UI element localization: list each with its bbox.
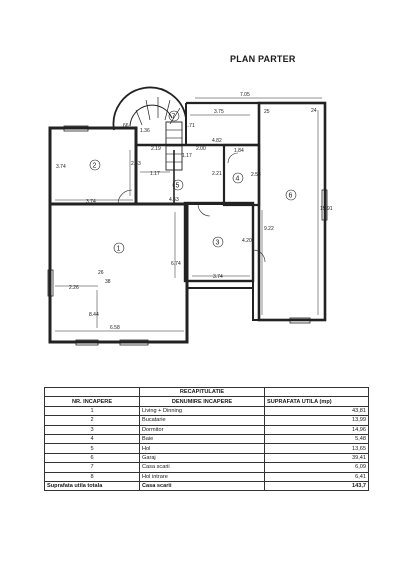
dim-25: 25 [264, 109, 270, 115]
room-number-4: 4 [235, 175, 240, 183]
dim-3-74-top: 3.74 [56, 164, 66, 170]
dim-4-53: 4.53 [169, 197, 179, 203]
table-row: 6 Garaj 39,41 [45, 453, 369, 462]
dim-1-84: 1.84 [234, 148, 244, 154]
dim-2-21: 2.21 [212, 171, 222, 177]
dim-8-44: 8.44 [89, 312, 99, 318]
dim-1-71: 1.71 [185, 123, 195, 129]
room-number-1: 1 [116, 245, 121, 253]
total-name: Casa scarii [140, 481, 265, 490]
header-name: DENUMIRE INCAPERE [140, 397, 265, 406]
table-row: 2 Bucatarie 13,99 [45, 416, 369, 425]
room-number-7: 7 [171, 113, 176, 121]
total-area: 143,7 [265, 481, 369, 490]
dim-26: 26 [98, 270, 104, 276]
dim-2-43: 2.43 [131, 161, 141, 167]
wall-room-6 [259, 103, 325, 320]
dim-2-19: 2.19 [151, 146, 161, 152]
table-row: 3 Dormitor 14,96 [45, 425, 369, 434]
recap-title: RECAPITULATIE [140, 388, 265, 397]
header-area: SUPRAFATA UTILA (mp) [265, 397, 369, 406]
wall-room-1 [50, 204, 187, 342]
dim-66: 66 [123, 123, 129, 129]
dim-38: 38 [105, 279, 111, 285]
dim-2-58: 2.58 [251, 172, 261, 178]
page-title: PLAN PARTER [230, 54, 296, 64]
header-nr: NR. INCAPERE [45, 397, 140, 406]
dim-6-74: 6.74 [171, 261, 181, 267]
table-row: 5 Hol 13,65 [45, 444, 369, 453]
dim-4-20: 4.20 [242, 238, 252, 244]
room-number-5: 5 [175, 182, 180, 190]
table-row: 8 Hol intrare 6,41 [45, 472, 369, 481]
dim-1-17-h: 1.17 [150, 171, 160, 177]
table-row: 4 Baie 5,48 [45, 434, 369, 443]
recap-table [44, 387, 369, 491]
total-row [45, 481, 369, 490]
dim-overall-width: 7.05 [240, 92, 250, 98]
dim-1-36: 1.36 [140, 128, 150, 134]
dim-4-82: 4.82 [212, 138, 222, 144]
table-row: 7 Casa scarii 6,09 [45, 463, 369, 472]
room-number-2: 2 [92, 162, 97, 170]
room-number-3: 3 [215, 239, 220, 247]
dim-3-74-left: 3.74 [86, 199, 96, 205]
dim-24: 24 [311, 108, 317, 114]
dim-15-91: 15.91 [320, 206, 333, 212]
dim-9-22: 9.22 [264, 226, 274, 232]
table-header-row [45, 397, 369, 406]
dim-1-17-v: 1.17 [182, 153, 192, 159]
dim-6-58: 6.58 [110, 325, 120, 331]
room-number-6: 6 [288, 192, 293, 200]
dim-3-75: 3.75 [214, 109, 224, 115]
total-label: Suprafata utila totala [45, 481, 140, 490]
dim-2-26: 2.26 [69, 285, 79, 291]
table-row: 1 Living + Dinning 43,81 [45, 406, 369, 415]
dim-3-74-mid: 3.74 [213, 274, 223, 280]
dim-2-00: 2.00 [196, 146, 206, 152]
